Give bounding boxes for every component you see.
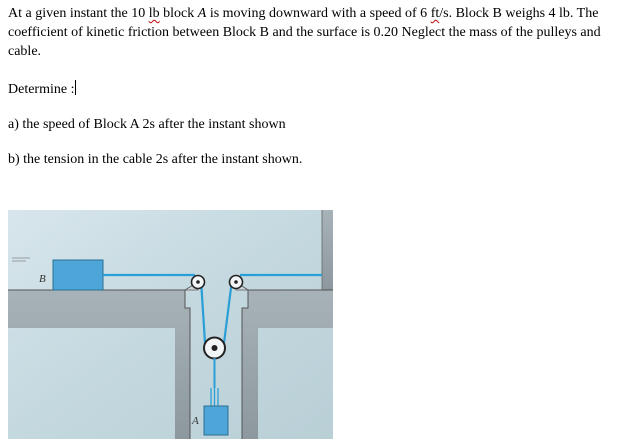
unit-lb: lb bbox=[148, 6, 160, 21]
problem-text-1: At a given instant the 10 bbox=[8, 6, 149, 21]
problem-text-3: is moving downward with a speed of 6 bbox=[206, 6, 431, 21]
text-cursor bbox=[75, 80, 76, 95]
problem-text-2: block bbox=[159, 6, 198, 21]
determine-line[interactable] bbox=[8, 80, 76, 99]
label-a: A bbox=[192, 415, 199, 427]
problem-statement bbox=[8, 4, 630, 61]
block-a-symbol: A bbox=[197, 6, 207, 21]
question-part-b: b) the tension in the cable 2s after the instant shown. bbox=[8, 152, 303, 167]
pulley-diagram bbox=[0, 208, 340, 439]
problem-text-4: /s. Block B weighs 4 lb. The coefficient of kinetic friction between Block B and the surface is 0.20 Neglect the mass of the pulleys and cable. bbox=[8, 6, 601, 59]
question-part-a: a) the speed of Block A 2s after the instant shown bbox=[8, 117, 286, 132]
label-b: B bbox=[39, 273, 46, 285]
fixed-pulley-right bbox=[230, 276, 243, 289]
determine-label: Determine : bbox=[8, 82, 75, 97]
right-wall bbox=[322, 210, 333, 290]
fixed-pulley-left bbox=[192, 276, 205, 289]
movable-pulley bbox=[204, 338, 225, 359]
block-a bbox=[204, 406, 228, 435]
unit-ft: ft bbox=[430, 6, 440, 21]
block-b bbox=[53, 260, 103, 290]
